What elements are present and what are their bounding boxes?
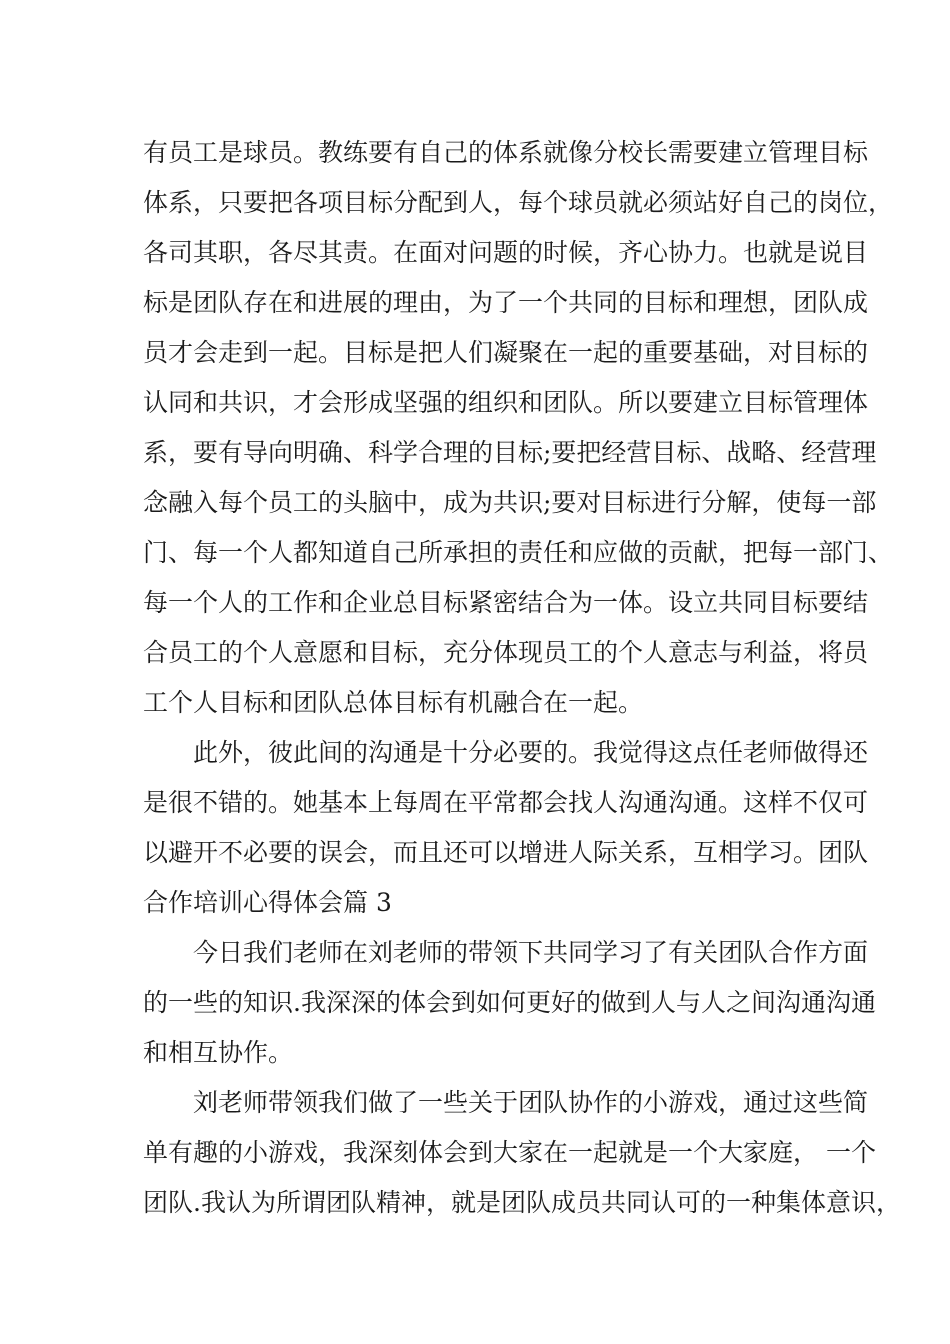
paragraph-line: 标是团队存在和进展的理由，为了一个共同的目标和理想，团队成 bbox=[143, 288, 869, 317]
paragraph-line: 系，要有导向明确、科学合理的目标;要把经营目标、战略、经营理 bbox=[143, 438, 877, 467]
paragraph-line: 是很不错的。她基本上每周在平常都会找人沟通沟通。这样不仅可 bbox=[143, 788, 869, 817]
paragraph-line: 刘老师带领我们做了一些关于团队协作的小游戏，通过这些简 bbox=[193, 1088, 869, 1117]
paragraph-line: 门、每一个人都知道自己所承担的责任和应做的贡献，把每一部门、 bbox=[143, 538, 894, 567]
section-heading-line: 合作培训心得体会篇 3 bbox=[143, 888, 392, 917]
paragraph-line: 团队.我认为所谓团队精神，就是团队成员共同认可的一种集体意识， bbox=[143, 1188, 901, 1217]
paragraph-line: 合员工的个人意愿和目标，充分体现员工的个人意志与利益，将员 bbox=[143, 638, 869, 667]
paragraph-line: 员才会走到一起。目标是把人们凝聚在一起的重要基础，对目标的 bbox=[143, 338, 869, 367]
paragraph-line: 工个人目标和团队总体目标有机融合在一起。 bbox=[143, 688, 644, 717]
paragraph-line: 今日我们老师在刘老师的带领下共同学习了有关团队合作方面 bbox=[193, 938, 869, 967]
document-body bbox=[143, 128, 901, 1228]
paragraph-line: 此外，彼此间的沟通是十分必要的。我觉得这点任老师做得还 bbox=[193, 738, 869, 767]
paragraph-line: 每一个人的工作和企业总目标紧密结合为一体。设立共同目标要结 bbox=[143, 588, 869, 617]
paragraph-line: 和相互协作。 bbox=[143, 1038, 294, 1067]
paragraph-line: 有员工是球员。教练要有自己的体系就像分校长需要建立管理目标 bbox=[143, 138, 869, 167]
paragraph-line: 的一些的知识.我深深的体会到如何更好的做到人与人之间沟通沟通 bbox=[143, 988, 876, 1017]
paragraph-line: 各司其职，各尽其责。在面对问题的时候，齐心协力。也就是说目 bbox=[143, 238, 869, 267]
paragraph-line: 念融入每个员工的头脑中，成为共识;要对目标进行分解，使每一部 bbox=[143, 488, 877, 517]
paragraph-line: 体系，只要把各项目标分配到人，每个球员就必须站好自己的岗位， bbox=[143, 188, 894, 217]
paragraph-line: 认同和共识，才会形成坚强的组织和团队。所以要建立目标管理体 bbox=[143, 388, 869, 417]
paragraph-line: 以避开不必要的误会，而且还可以增进人际关系，互相学习。团队 bbox=[143, 838, 869, 867]
paragraph-line: 单有趣的小游戏，我深刻体会到大家在一起就是一个大家庭， 一个 bbox=[143, 1138, 876, 1167]
